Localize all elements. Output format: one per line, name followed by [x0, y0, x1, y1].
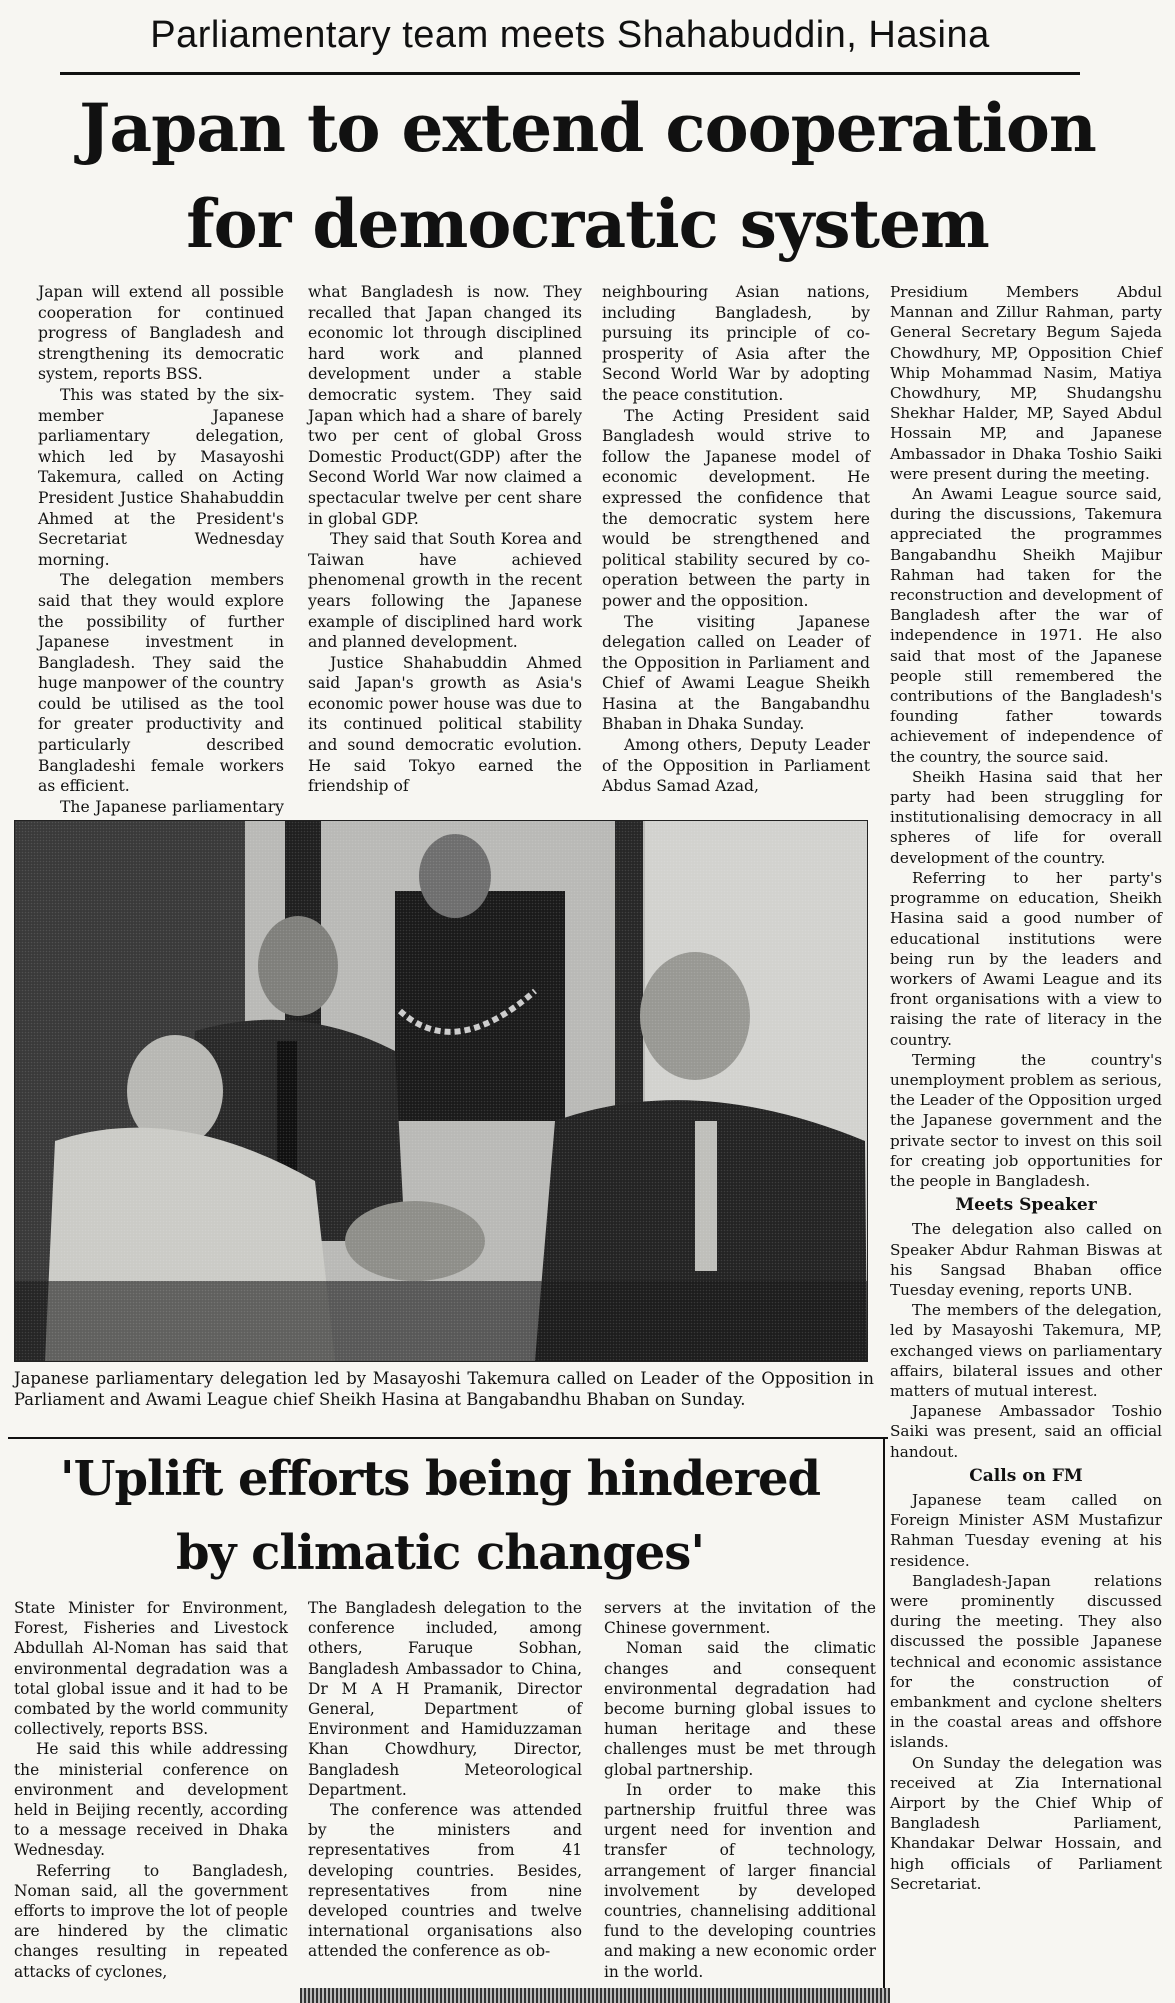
paragraph: This was stated by the six-member Japanese parliamentary delegation, which led by Masayoshi Takemura, called on Acting President Justice Shahabuddin Ahmed at the President's Secretariat Wednesday morning. — [38, 385, 284, 569]
article1-column-3 — [602, 282, 870, 797]
paragraph: An Awami League source said, during the discussions, Takemura appreciated the programmes Bangabandhu Sheikh Majibur Rahman had taken for the reconstruction and development of Bangladesh after the war of independence in 1971. He also said that most of the Japanese people still remembered the contributions of the Bangladesh's founding father towards achievement of independence of the country, the source said. — [890, 485, 1162, 766]
paragraph: The delegation members said that they would explore the possibility of further Japanese investment in Bangladesh. They said the huge manpower of the country could be utilised as the tool for greater productivity and particularly described Bangladeshi female workers as efficient. — [38, 571, 284, 796]
main-headline-line1: Japan to extend cooperation — [79, 89, 1096, 167]
paragraph: Terming the country's unemployment problem as serious, the Leader of the Opposition urged the Japanese government and the private sector to invest on this soil for creating job opportunities for the people in Bangladesh. — [890, 1050, 1162, 1190]
second-headline — [0, 1442, 880, 1590]
paragraph: servers at the invitation of the Chinese government. — [604, 1599, 876, 1638]
paragraph: what Bangladesh is now. They recalled that Japan changed its economic lot through disciplined hard work and planned development under a stable democratic system. They said Japan which had a share of barely two per cent of global Gross Domestic Product(GDP) after the Second World War now claimed a spectacular twelve per cent share in global GDP. — [308, 283, 582, 528]
advertisement-edge — [300, 1988, 890, 2003]
main-headline — [0, 80, 1175, 272]
kicker-headline: Parliamentary team meets Shahabuddin, Hasina — [150, 14, 990, 56]
subhead-calls-on-fm: Calls on FM — [969, 1465, 1083, 1486]
paragraph: State Minister for Environment, Forest, Fisheries and Livestock Abdullah Al-Noman has said that environmental degradation was a total global issue and it had to be combated by the world community collectively, reports BSS. — [14, 1599, 288, 1739]
paragraph: The Acting President said Bangladesh would strive to follow the Japanese model of economic development. He expressed the confidence that the democratic system here would be strengthened and political stability secured by co-operation between the party in power and the opposition. — [602, 406, 870, 610]
paragraph: The Bangladesh delegation to the conference included, among others, Faruque Sobhan, Bangladesh Ambassador to China, Dr M A H Pramanik, Director General, Department of Environment and Hamiduzzaman Khan Chowdhury, Director, Bangladesh Meteorological Department. — [308, 1599, 582, 1799]
article2-column-1 — [14, 1598, 288, 1982]
paragraph: Among others, Deputy Leader of the Opposition in Parliament Abdus Samad Azad, — [602, 736, 870, 796]
subhead-meets-speaker: Meets Speaker — [955, 1195, 1097, 1216]
main-headline-line2: for democratic system — [186, 185, 989, 263]
article1-column-1 — [38, 282, 284, 900]
paragraph: Japan will extend all possible cooperation for continued progress of Bangladesh and strengthening its democratic system, reports BSS. — [38, 283, 284, 384]
news-photograph — [14, 820, 868, 1362]
paragraph: Noman said the climatic changes and consequent environmental degradation had become burning global issues to human heritage and these challenges must be met through global partnership. — [604, 1639, 876, 1779]
kicker-underline — [60, 72, 1080, 75]
photo-caption: Japanese parliamentary delegation led by Masayoshi Takemura called on Leader of the Opposition in Parliament and Awami League chief Sheikh Hasina at Bangabandhu Bhaban on Sunday. — [14, 1369, 874, 1409]
paragraph: neighbouring Asian nations, including Bangladesh, by pursuing its principle of co-prosperity of Asia after the Second World War by adopting the peace constitution. — [602, 283, 870, 404]
section-divider — [8, 1437, 888, 1439]
article1-column-4 — [890, 282, 1162, 1894]
paragraph: In order to make this partnership fruitful three was urgent need for invention and transfer of technology, arrangement of larger financial involvement by developed countries, channelising additional fund to the developing countries and making a new economic order in the world. — [604, 1780, 876, 1981]
paragraph: On Sunday the delegation was received at Zia International Airport by the Chief Whip of Bangladesh Parliament, Khandakar Delwar Hossain, and high officials of Parliament Secretariat. — [890, 1753, 1162, 1893]
paragraph: Japanese team called on Foreign Minister ASM Mustafizur Rahman Tuesday evening at his residence. — [890, 1490, 1162, 1570]
paragraph: The delegation also called on Speaker Abdur Rahman Biswas at his Sangsad Bhaban office Tuesday evening, reports UNB. — [890, 1220, 1162, 1299]
paragraph: The visiting Japanese delegation called on Leader of the Opposition in Parliament and Chief of Awami League Sheikh Hasina at the Bangabandhu Bhaban in Dhaka Sunday. — [602, 612, 870, 734]
paragraph: Japanese Ambassador Toshio Saiki was present, said an official handout. — [890, 1402, 1162, 1461]
paragraph: The conference was attended by the ministers and representatives from 41 developing countries. Besides, representatives from nine developed countries and twelve international organisations also attended the conference as ob- — [308, 1801, 582, 1961]
paragraph: Referring to her party's programme on education, Sheikh Hasina said a good number of educational institutions were being run by the leaders and workers of Awami League and its front organisations with a view to raising the rate of literacy in the country. — [890, 868, 1162, 1049]
paragraph: Presidium Members Abdul Mannan and Zillur Rahman, party General Secretary Begum Sajeda Chowdhury, MP, Opposition Chief Whip Mohammad Nasim, Matiya Chowdhury, MP, Shudangshu Shekhar Halder, MP, Sayed Abdul Hossain MP, and Japanese Ambassador in Dhaka Toshio Saiki were present during the meeting. — [890, 283, 1162, 483]
second-headline-line1: 'Uplift efforts being hindered — [59, 1451, 821, 1507]
paragraph: Bangladesh-Japan relations were prominently discussed during the meeting. They also discussed the possible Japanese technical and economic assistance for the construction of embankment and cyclone shelters in the coastal areas and offshore islands. — [890, 1571, 1162, 1752]
paragraph: Referring to Bangladesh, Noman said, all the government efforts to improve the lot of people are hindered by the climatic changes resulting in repeated attacks of cyclones, — [14, 1861, 288, 1981]
article2-column-3 — [604, 1598, 876, 1982]
article2-column-2 — [308, 1598, 582, 1962]
paragraph: The members of the delegation, led by Masayoshi Takemura, MP, exchanged views on parliamentary affairs, bilateral issues and other matters of mutual interest. — [890, 1301, 1162, 1400]
article1-column-2 — [308, 282, 582, 797]
paragraph: He said this while addressing the ministerial conference on environment and development held in Beijing recently, according to a message received in Dhaka Wednesday. — [14, 1740, 288, 1860]
paragraph: Sheikh Hasina said that her party had been struggling for institutionalising democracy in all spheres of life for overall development of the country. — [890, 767, 1162, 867]
paragraph: Justice Shahabuddin Ahmed said Japan's growth as Asia's economic power house was due to its continued political stability and sound democratic evolution. He said Tokyo earned the friendship of — [308, 653, 582, 796]
second-headline-line2: by climatic changes' — [175, 1525, 705, 1581]
photograph-illustration — [15, 821, 867, 1361]
paragraph: The Japanese parliamentary — [60, 797, 284, 816]
paragraph: They said that South Korea and Taiwan have achieved phenomenal growth in the recent years following the Japanese example of disciplined hard work and planned development. — [308, 530, 582, 652]
column-rule — [883, 1437, 885, 2003]
